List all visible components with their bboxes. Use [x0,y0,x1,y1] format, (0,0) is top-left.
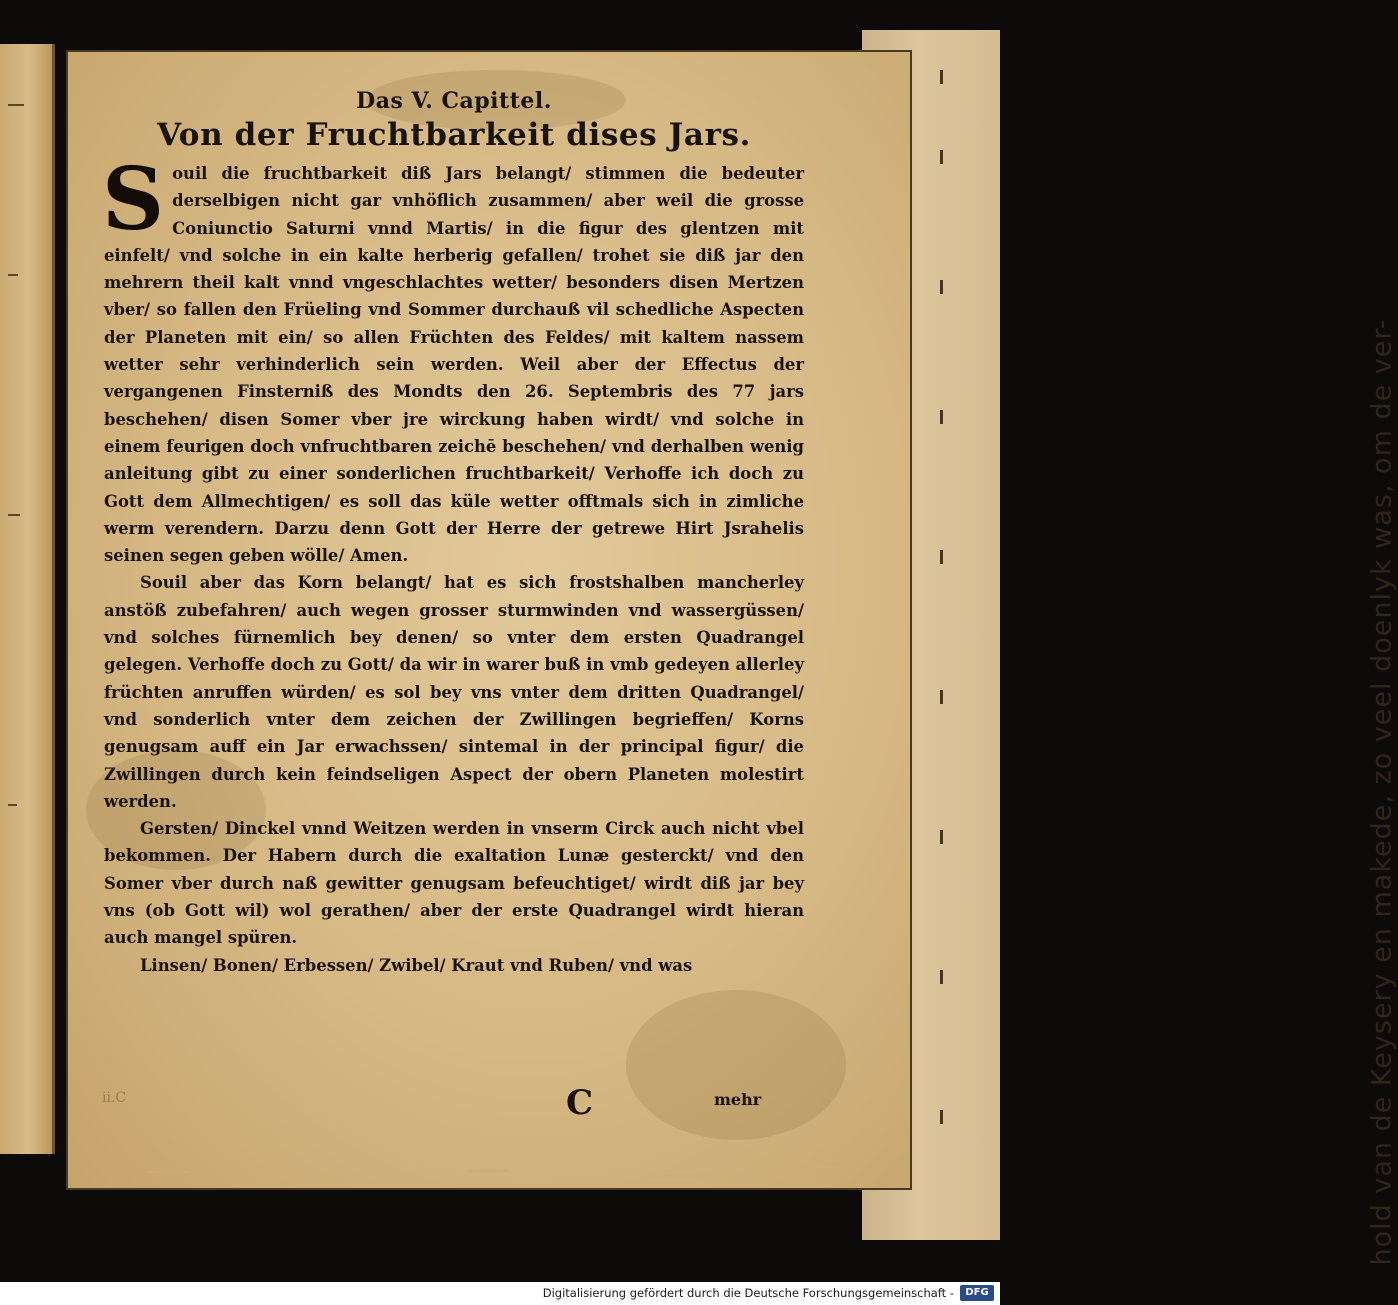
left-facing-page [0,44,55,1154]
margin-mark [8,804,17,806]
signature-mark: C [566,1083,594,1123]
paragraph: Souil aber das Korn belangt/ hat es sich frostshalben mancherley anstöß zubefahren/ auch wegen grosser sturmwinden vnd wassergüssen/ vnd solches fürnemlich bey denen/ so vnter dem ersten Quadrangel gelegen. Verhoffe doch zu Gott/ da wir in warer buß in vmb gedeyen allerley früchten anruffen würden/ es sol bey vns vnter dem dritten Quadrangel/ vnd sonderlich vnter dem zeichen der Zwillingen begrieffen/ Korns genugsam auff ein Jar erwachssen/ sintemal in der principal figur/ die Zwillingen durch kein feindseligen Aspect der obern Planeten molestirt werden. [104,573,804,811]
catchword: mehr [714,1090,762,1109]
bleed-through-mark: ii.C [102,1090,127,1106]
margin-mark [8,514,20,516]
footer-bar [0,1282,1000,1305]
margin-mark [8,274,18,276]
paper-stain [626,990,846,1140]
paragraph: Linsen/ Bonen/ Erbessen/ Zwibel/ Kraut vnd Ruben/ vnd was [140,955,693,975]
margin-mark [8,104,24,106]
paragraph [102,149,804,569]
text-block [104,88,804,979]
chapter-heading: Das V. Capittel. [356,88,552,114]
dfg-logo: DFG [960,1285,994,1301]
main-page [66,50,912,1190]
chapter-title: Von der Fruchtbarkeit dises Jars. [157,117,751,153]
footer-credit: Digitalisierung gefördert durch die Deutsche Forschungsgemeinschaft - [542,1286,954,1300]
paragraph: Gersten/ Dinckel vnnd Weitzen werden in vnserm Circk auch nicht vbel bekommen. Der Habern durch die exaltation Lunæ gesterckt/ vnd den Somer vber durch naß gewitter genugsam befeuchtiget/ wirdt diß jar bey vns (ob Gott wil) wol gerathen/ aber der erste Quadrangel wirdt hieran auch mangel spüren. [104,819,804,948]
paragraph-text: ouil die fruchtbarkeit diß Jars belangt/ stimmen die bedeuter derselbigen nicht gar vnhöflich zusammen/ aber weil die grosse Coniunctio Saturni vnnd Martis/ in die figur des glentzen mit einfelt/ vnd solche in ein kalte herberig gefallen/ trohet sie diß jar den mehrern theil kalt vnnd vngeschlachtes wetter/ besonders disen Mertzen vber/ so fallen den Früeling vnd Sommer durchauß vil schedliche Aspecten der Planeten mit ein/ so allen Früchten des Feldes/ mit kaltem nassem wetter sehr verhinderlich sein werden. Weil aber der Effectus der vergangenen Finsterniß des Mondts den 26. Septembris des 77 jars beschehen/ disen Somer vber jre wirckung haben wirdt/ vnd solche in einem feurigen doch vnfruchtbaren zeichē beschehen/ vnd derhalben wenig anleitung gibt zu einer sonderlichen fruchtbarkeit/ Verhoffe ich doch zu Gott dem Allmechtigen/ es soll das küle wetter offtmals sich in zimliche werm verendern. Darzu denn Gott der Herre der getrewe Hirt Jsrahelis seinen segen geben wölle/ Amen. [104,164,804,566]
bleed-through-text: hold van de Keysery en makede, zo veel doenlyk was, om de ver- [1366,318,1398,1266]
drop-initial: S [102,149,165,250]
line-marks [940,30,950,1240]
